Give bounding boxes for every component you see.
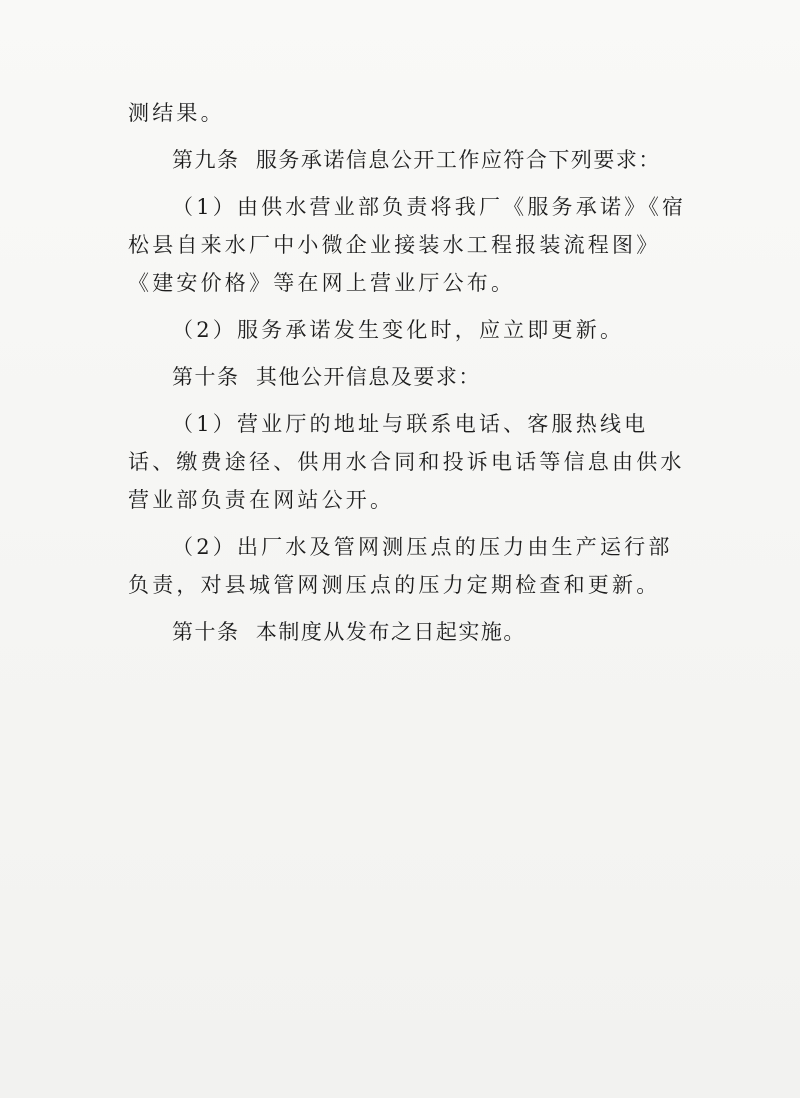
document-body (128, 94, 688, 651)
article-ten-item-1: （1）营业厅的地址与联系电话、客服热线电话、缴费途径、供用水合同和投诉电话等信息由供水营业部负责在网站公开。 (128, 412, 685, 512)
article-nine-item-1: （1）由供水营业部负责将我厂《服务承诺》《宿松县自来水厂中小微企业接装水工程报装流程图》《建安价格》等在网上营业厅公布。 (128, 195, 687, 295)
article-ten-heading: 第十条 其他公开信息及要求： (172, 365, 481, 389)
article-nine-item-2: （2）服务承诺发生变化时，应立即更新。 (172, 318, 625, 342)
article-nine-heading: 第九条 服务承诺信息公开工作应符合下列要求： (172, 148, 661, 172)
article-effective-clause: 第十条 本制度从发布之日起实施。 (172, 620, 526, 644)
paragraph-continuation: 测结果。 (128, 101, 225, 125)
article-ten-item-2: （2）出厂水及管网测压点的压力由生产运行部负责，对县城管网测压点的压力定期检查和更新。 (128, 535, 673, 597)
